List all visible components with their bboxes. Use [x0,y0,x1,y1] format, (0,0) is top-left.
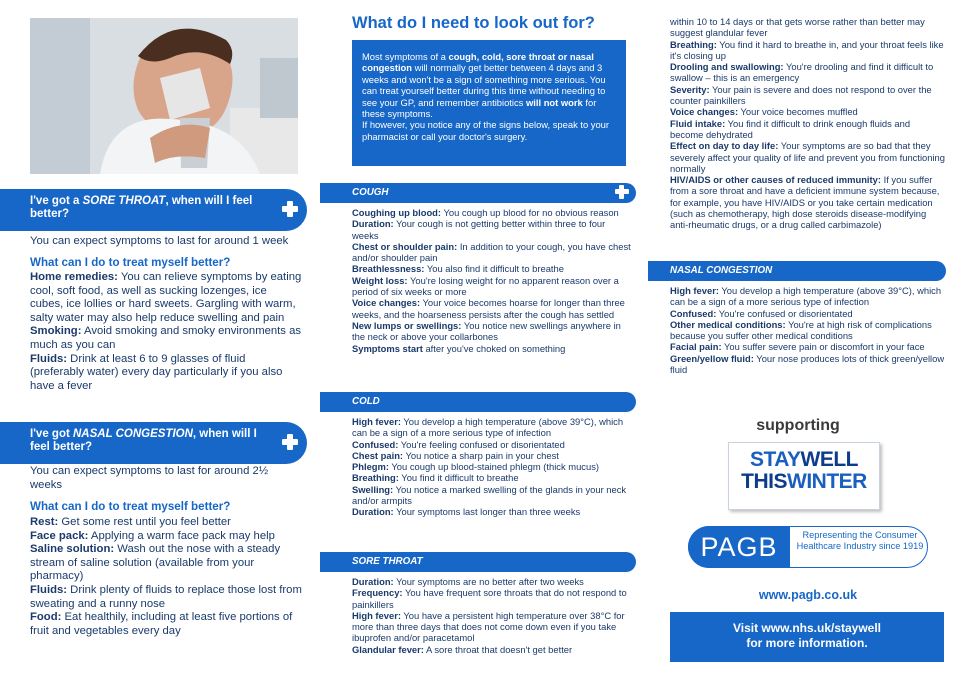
pagb-logo [688,526,928,568]
list-item [30,543,302,584]
item-label: High fever: [670,285,719,296]
man-drinking-water-photo [30,18,298,174]
list-item [30,516,302,530]
sore-throat-banner-prefix: I've got a [30,195,83,207]
item-label: Coughing up blood: [352,207,442,218]
item-label: Phlegm: [352,461,389,473]
item-label: Weight loss: [352,274,408,286]
list-item [30,353,302,394]
item-label: Symptoms start [352,342,423,354]
item-label: Severity: [670,83,710,95]
item-text: within 10 to 14 days or that gets worse rather than better may suggest glandular fever [670,16,925,39]
sore-throat-banner-em: SORE THROAT [82,195,166,207]
list-item [670,84,946,107]
cough-section-bar [320,183,636,203]
sore-throat-expect: You can expect symptoms to last for around 1 week [30,235,289,247]
sore-throat-subhead: What can I do to treat myself better? [30,256,231,269]
item-text: You're losing weight for no apparent reason over a period of six weeks or more [352,274,619,298]
sore-throat-label: SORE THROAT [352,556,423,567]
list-item [352,610,632,644]
item-label: Fluids: [30,352,68,365]
nasal-label: NASAL CONGESTION [670,265,773,276]
nasal-congestion-section-bar [648,261,946,281]
item-label: High fever: [352,416,401,427]
item-text: You're drooling and find it difficult to swallow – this is an emergency [670,61,934,84]
item-label: Duration: [352,218,394,230]
sore-throat-continued-items [670,16,946,231]
item-text: You're at high risk of complications because you suffer other medical conditions [670,318,932,342]
sww-stay: STAY [749,448,801,471]
list-item [352,241,632,264]
list-item [670,341,946,352]
item-text: Your nose produces lots of thick green/yellow fluid [670,352,945,376]
cough-items [352,207,632,354]
list-item [30,271,302,325]
sww-line-2 [729,471,879,493]
item-label: Duration: [352,506,394,518]
item-text: Applying a warm face pack may help [88,529,275,542]
list-item [352,218,632,241]
sore-throat-section-bar [320,552,636,572]
item-text: You're confused or disorientated [716,307,853,319]
nasal-subhead: What can I do to treat myself better? [30,500,231,513]
list-item [352,275,632,298]
item-text: Your symptoms are so bad that they severely affect your quality of life and prevent you from functioning normally [670,140,945,174]
item-label: Duration: [352,576,394,587]
list-item [670,61,946,84]
pagb-website-link[interactable]: www.pagb.co.uk [758,588,858,602]
item-label: Drooling and swallowing: [670,61,784,73]
stay-well-this-winter-logo [728,442,880,510]
item-text: Avoid smoking and smoky environments as much as you can [30,325,302,351]
intro-bold: cough, cold, sore throat or nasal congestion [362,51,594,74]
sww-this: THIS [741,470,787,493]
list-item [670,118,946,141]
cold-section-bar [320,392,636,412]
item-text: Eat healthily, including at least five portions of fruit and vegetables every day [30,611,293,637]
list-item [670,319,946,342]
sww-line-1 [729,449,879,471]
item-text: Wash out the nose with a steady stream of saline solution (available from your pharmacy) [30,543,281,583]
nasal-banner-suffix: , when will I feel better? [30,428,257,453]
item-label: High fever: [352,609,401,621]
item-label: Home remedies: [30,271,118,283]
list-item [670,174,946,230]
photo-illustration [30,18,298,174]
item-text: You have a persistent high temperature over 38°C for more than three days that does not come down even if you take ibuprofen and/or paracetamol [352,609,625,644]
item-text: You develop a high temperature (above 39°C), which can be a sign of a more serious type of infection [670,285,942,308]
visit-line-2: for more information. [746,636,868,650]
nasal-congestion-items [670,285,946,375]
item-label: Glandular fever: [352,643,424,655]
item-label: Food: [30,611,62,624]
list-item [352,587,632,610]
list-item [352,484,632,507]
item-text: Get some rest until you feel better [58,516,231,528]
list-item [352,472,632,483]
list-item [352,416,632,439]
list-item [670,285,946,308]
item-label: New lumps or swellings: [352,319,462,331]
item-label: Breathing: [352,472,399,484]
pagb-name: PAGB [688,526,790,568]
item-text: You also find it difficult to breathe [424,263,564,275]
list-item [352,644,632,655]
item-label: Fluid intake: [670,117,726,129]
item-text: after you've choked on something [422,342,566,354]
item-label: Breathing: [670,38,717,50]
plus-icon [280,199,300,219]
list-item [670,140,946,174]
item-text: You're feeling confused or disorientated [398,438,565,450]
pagb-tagline: Representing the Consumer Healthcare Industry since 1919 [796,530,924,552]
item-label: Breathlessness: [352,263,425,275]
visit-line-1: Visit www.nhs.uk/staywell [732,621,882,635]
sww-well: WELL [800,448,858,471]
item-text: Drink at least 6 to 9 glasses of fluid (preferably water) every day particularly if you also have a fever [30,352,283,392]
nasal-congestion-banner [0,422,307,464]
item-label: Chest pain: [352,449,404,461]
list-item [670,39,946,62]
nasal-expect: You can expect symptoms to last for around 2½ weeks [30,465,269,491]
item-text: You notice a sharp pain in your chest [403,449,559,461]
item-label: Voice changes: [352,297,421,309]
visit-nhs-box[interactable] [670,612,944,662]
item-text: You find it hard to breathe in, and your throat feels like it's closing up [670,38,944,61]
intro-paragraph-2: If however, you notice any of the signs below, speak to your pharmacist or call your doctor's surgery. [362,119,610,142]
item-text: You find it difficult to breathe [398,472,519,484]
intro-paragraph [362,51,617,119]
cold-items [352,416,632,518]
supporting-label: supporting [756,417,840,434]
list-item [30,325,302,352]
item-text: Your symptoms are no better after two weeks [393,576,584,587]
list-item [352,297,632,320]
sore-throat-banner [0,189,307,231]
item-text: Your cough is not getting better within three to four weeks [352,218,606,241]
item-label: Rest: [30,516,59,528]
item-text: You develop a high temperature (above 39°C), which can be a sign of a more serious type of infection [352,416,624,439]
list-item [30,611,302,638]
intro-mid: will normally get better between 4 days and 3 weeks and won't be a sign of something more serious. You can treat yourself better during this time without needing to see your GP, and remember antibiotics [362,62,606,108]
list-item [670,353,946,376]
list-item [670,106,946,117]
item-text: You suffer severe pain or discomfort in your face [721,341,925,353]
nasal-banner-em: NASAL CONGESTION [73,428,193,440]
cold-label: COLD [352,396,380,407]
item-text: In addition to your cough, you have chest and/or shoulder pain [352,240,631,264]
item-label: Swelling: [352,483,394,495]
nasal-remedies [30,516,302,638]
item-label: Face pack: [30,529,89,542]
sore-throat-banner-suffix: , when will I feel better? [30,195,253,220]
item-label: Fluids: [30,583,68,596]
item-text: Your symptoms last longer than three weeks [393,506,581,518]
item-text: You notice a marked swelling of the glands in your neck and/or armpits [352,483,627,507]
item-label: Confused: [352,438,399,450]
list-item [352,506,632,517]
nasal-banner-prefix: I've got [30,428,73,440]
list-item [670,308,946,319]
item-text: You find it difficult to drink enough fluids and become dehydrated [670,117,911,140]
intro-end: for these symptoms. [362,96,597,120]
item-label: Chest or shoulder pain: [352,240,458,252]
item-text: You cough up blood for no obvious reason [441,207,619,218]
list-item [30,584,302,611]
sore-throat-remedies [30,271,302,393]
item-text: Your voice becomes muffled [738,106,858,118]
list-item [352,461,632,472]
sww-winter: WINTER [787,470,867,493]
list-item [352,343,632,354]
plus-icon [280,432,300,452]
page-title: What do I need to look out for? [352,14,595,32]
item-text: Your pain is severe and does not respond to over the counter painkillers [670,83,932,107]
item-text: Your voice becomes hoarse for longer than three weeks, and the hoarseness persists after the cough has settled [352,297,625,320]
item-text: You have frequent sore throats that do not respond to painkillers [352,587,627,610]
list-item [30,530,302,544]
list-item [352,576,632,587]
item-text: A sore throat that doesn't get better [423,643,573,655]
item-label: Confused: [670,307,717,319]
item-label: Effect on day to day life: [670,140,779,152]
intro-bold2: will not work [525,96,583,108]
item-label: Other medical conditions: [670,318,786,330]
list-item [352,207,632,218]
intro-box [352,40,626,166]
intro-pre: Most symptoms of a [362,51,449,62]
plus-icon [613,183,631,201]
list-item [352,439,632,450]
item-text: If you suffer from a sore throat and have a deficient immune system because, for example, you have HIV/AIDS or you take certain medication (such as chemotherapy, high dose steroids disease-modifying anti-rheumatic drugs, or a drug called carbimazole) [670,174,940,231]
sore-throat-items [352,576,632,655]
item-label: HIV/AIDS or other causes of reduced immunity: [670,174,881,186]
item-label: Frequency: [352,587,403,599]
item-label: Facial pain: [670,341,722,353]
list-item [670,16,946,39]
list-item [352,450,632,461]
item-text: You can relieve symptoms by eating cool, soft food, as well as sucking lozenges, ice cubes, ice lollies or hard sweets. Gargling with warm, salty water may also help reduce swelling and pain [30,271,302,324]
list-item [352,320,632,343]
cough-label: COUGH [352,187,389,198]
item-text: You cough up blood-stained phlegm (thick mucus) [388,461,600,473]
item-text: You notice new swellings anywhere in the neck or above your collarbones [352,319,621,343]
item-label: Saline solution: [30,543,115,556]
list-item [352,263,632,274]
item-label: Smoking: [30,325,82,338]
item-label: Green/yellow fluid: [670,352,754,364]
item-text: Drink plenty of fluids to replace those lost from sweating and a runny nose [30,583,302,610]
item-label: Voice changes: [670,106,739,118]
